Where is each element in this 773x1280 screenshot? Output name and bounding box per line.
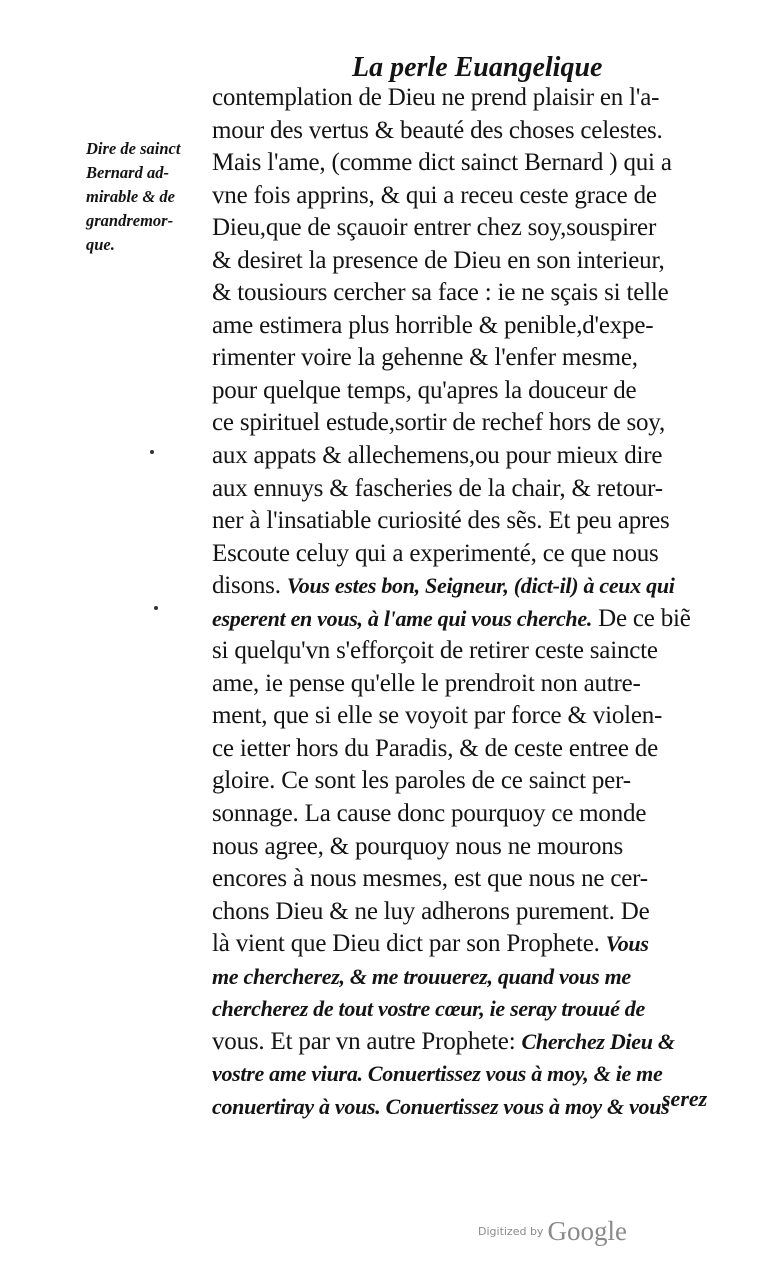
text-line <box>212 212 732 245</box>
italic-quote: chercherez de tout vostre cœur, ie seray trouué de <box>212 996 645 1022</box>
text-line <box>212 570 732 603</box>
ink-speck <box>154 606 158 610</box>
roman-text: si quelqu'vn s'efforçoit de retirer ceste saincte <box>212 637 658 665</box>
roman-text: & tousiours cercher sa face : ie ne sçais si telle <box>212 279 669 307</box>
italic-quote: esperent en vous, à l'ame qui vous cherche. <box>212 605 593 631</box>
roman-text: Escoute celuy qui a experimenté, ce que nous <box>212 539 659 567</box>
roman-text: Dieu,que de sçauoir entrer chez soy,souspirer <box>212 214 657 242</box>
roman-text: encores à nous mesmes, est que nous ne cer- <box>212 865 648 893</box>
italic-quote: Cherchez Dieu & <box>521 1028 675 1054</box>
text-line <box>212 310 732 343</box>
text-line <box>212 603 732 636</box>
text-line <box>212 668 732 701</box>
text-line <box>212 700 732 733</box>
running-head: La perle Euangelique <box>352 52 603 83</box>
ink-speck <box>150 450 154 454</box>
text-line <box>212 245 732 278</box>
text-line <box>212 993 732 1026</box>
text-line <box>212 538 732 571</box>
watermark-prefix: Digitized by <box>478 1225 544 1238</box>
italic-quote: vostre ame viura. Conuertissez vous à moy, & ie me <box>212 1061 663 1087</box>
roman-text: Mais l'ame, (comme dict sainct Bernard ) qui a <box>212 149 672 177</box>
google-logo: Google <box>547 1216 627 1246</box>
roman-text: vne fois apprins, & qui a receu ceste grace de <box>212 181 657 209</box>
roman-text: ner à l'insatiable curiosité des sẽs. Et peu apres <box>212 507 670 535</box>
roman-text: sonnage. La cause donc pourquoy ce monde <box>212 800 647 828</box>
margin-note-line: grandremor- <box>86 211 174 230</box>
margin-note-line: mirable & de <box>86 187 175 206</box>
body-text <box>212 82 732 1124</box>
text-line <box>212 407 732 440</box>
roman-text: ame, ie pense qu'elle le prendroit non autre- <box>212 669 641 697</box>
text-line <box>212 440 732 473</box>
roman-text: aux appats & allechemens,ou pour mieux dire <box>212 442 663 470</box>
roman-text: vous. Et par vn autre Prophete: <box>212 1027 516 1055</box>
roman-text: là vient que Dieu dict par son Prophete. <box>212 930 600 958</box>
roman-text: nous agree, & pourquoy nous ne mourons <box>212 832 624 860</box>
roman-text: mour des vertus & beauté des choses celestes. <box>212 116 663 144</box>
italic-quote: me chercherez, & me trouuerez, quand vous me <box>212 963 631 989</box>
roman-text: rimenter voire la gehenne & l'enfer mesme, <box>212 344 638 372</box>
roman-text: De ce biẽ <box>598 604 691 632</box>
italic-quote: Vous <box>605 931 649 957</box>
margin-note-line: Bernard ad- <box>86 163 169 182</box>
text-line <box>212 961 732 994</box>
text-line <box>212 1026 732 1059</box>
roman-text: & desiret la presence de Dieu en son interieur, <box>212 246 665 274</box>
text-line <box>212 765 732 798</box>
roman-text: gloire. Ce sont les paroles de ce sainct per- <box>212 767 631 795</box>
roman-text: disons. <box>212 572 281 600</box>
text-line <box>212 473 732 506</box>
roman-text: ame estimera plus horrible & penible,d'expe- <box>212 311 654 339</box>
text-line <box>212 831 732 864</box>
italic-quote: conuertiray à vous. Conuertissez vous à moy & vous <box>212 1093 670 1119</box>
text-line <box>212 342 732 375</box>
roman-text: ce ietter hors du Paradis, & de ceste entree de <box>212 734 658 762</box>
margin-note-line: Dire de sainct <box>86 139 181 158</box>
text-line <box>212 147 732 180</box>
text-line <box>212 896 732 929</box>
text-line <box>212 505 732 538</box>
roman-text: ce spirituel estude,sortir de rechef hors de soy, <box>212 409 666 437</box>
roman-text: aux ennuys & fascheries de la chair, & retour- <box>212 474 663 502</box>
text-line <box>212 115 732 148</box>
roman-text: chons Dieu & ne luy adherons purement. De <box>212 897 650 925</box>
text-line <box>212 863 732 896</box>
roman-text: contemplation de Dieu ne prend plaisir en l'a- <box>212 84 660 111</box>
text-line <box>212 375 732 408</box>
text-line <box>212 928 732 961</box>
text-line <box>212 1091 732 1124</box>
italic-quote: Vous estes bon, Seigneur, (dict-il) à ceux qui <box>286 573 675 599</box>
text-line <box>212 798 732 831</box>
roman-text: ment, que si elle se voyoit par force & violen- <box>212 702 663 730</box>
text-line <box>212 635 732 668</box>
catchword: serez <box>662 1086 708 1111</box>
text-line <box>212 733 732 766</box>
text-line <box>212 1058 732 1091</box>
margin-note-line: que. <box>86 235 115 254</box>
roman-text: pour quelque temps, qu'apres la douceur de <box>212 376 637 404</box>
watermark <box>478 1216 627 1247</box>
text-line <box>212 82 732 115</box>
text-line <box>212 180 732 213</box>
text-line <box>212 277 732 310</box>
margin-note <box>86 137 210 257</box>
